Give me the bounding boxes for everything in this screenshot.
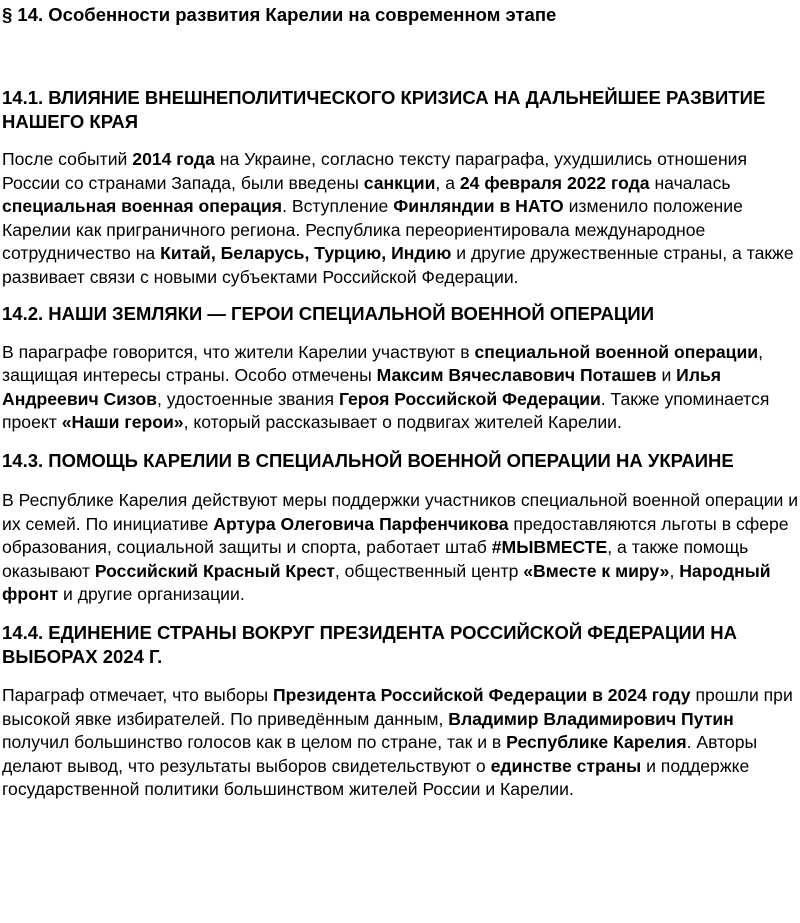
bold-term: Максим Вячеславович Поташев: [376, 365, 657, 386]
text-run: изменило положение Карелии как приграничного региона. Республика переориентировала международное сотрудничество на: [2, 196, 743, 264]
text-run: и: [656, 365, 677, 386]
bold-term: «Вместе к миру»: [523, 560, 670, 581]
text-run: , который рассказывает о подвигах жителей Карелии.: [183, 412, 622, 433]
text-run: , а также помощь оказывают: [2, 537, 749, 581]
bold-term: специальной военной операции: [474, 341, 759, 362]
bold-term: Президента Российской Федерации в 2024 году: [273, 684, 691, 705]
bold-term: 2014 года: [132, 149, 215, 169]
text-run: и другие дружественные страны, а также развивает связи с новыми субъектами Российской Федерации.: [2, 243, 794, 287]
text-run: После событий: [2, 149, 133, 169]
text-run: и поддержке государственной политики большинством жителей России и Карелии.: [2, 755, 750, 800]
section-paragraph: [2, 148, 800, 290]
section-14-4: [2, 621, 800, 802]
bold-term: единстве страны: [490, 755, 642, 776]
text-run: предоставляются льготы в сфере образования, социальной защиты и спорта, работает штаб: [2, 513, 789, 558]
bold-term: Финляндии в НАТО: [393, 196, 564, 217]
bold-term: Илья Андреевич Сизов: [2, 365, 722, 409]
section-14-2: [2, 302, 800, 435]
text-run: на Украине, согласно тексту параграфа, ухудшились отношения России со странами Запада, были введены: [2, 149, 748, 193]
text-run: , удостоенные звания: [156, 388, 339, 409]
section-heading: 14.4. ЕДИНЕНИЕ СТРАНЫ ВОКРУГ ПРЕЗИДЕНТА РОССИЙСКОЙ ФЕДЕРАЦИИ НА ВЫБОРАХ 2024 Г.: [2, 621, 737, 667]
text-run: ,: [669, 560, 680, 581]
text-run: , а: [435, 172, 460, 193]
bold-term: 24 февраля 2022 года: [459, 172, 650, 193]
section-heading: 14.3. ПОМОЩЬ КАРЕЛИИ В СПЕЦИАЛЬНОЙ ВОЕННОЙ ОПЕРАЦИИ НА УКРАИНЕ: [2, 449, 734, 471]
text-run: . Также упоминается проект: [2, 388, 770, 433]
bold-term: санкции: [363, 172, 436, 193]
section-14-3: [2, 449, 800, 607]
section-paragraph: [2, 489, 800, 607]
section-14-1: [2, 86, 800, 290]
section-paragraph: [2, 684, 800, 802]
text-run: . Авторы делают вывод, что результаты выборов свидетельствуют о: [2, 732, 758, 776]
text-run: , общественный центр: [334, 560, 524, 581]
text-run: Параграф отмечает, что выборы: [2, 684, 274, 705]
bold-term: #МЫВМЕСТЕ: [491, 537, 608, 558]
text-run: , защищая интересы страны. Особо отмечены: [2, 341, 764, 386]
section-heading: 14.1. ВЛИЯНИЕ ВНЕШНЕПОЛИТИЧЕСКОГО КРИЗИСА НА ДАЛЬНЕЙШЕЕ РАЗВИТИЕ НАШЕГО КРАЯ: [2, 87, 766, 132]
text-run: В Республике Карелия действуют меры поддержки участников специальной военной операции и их семей. По инициативе: [2, 489, 799, 534]
bold-term: Народный фронт: [2, 560, 771, 605]
bold-term: Республике Карелия: [506, 732, 687, 753]
title-spacer: [2, 28, 800, 86]
bold-term: Владимир Владимирович Путин: [448, 708, 734, 729]
bold-term: Китай, Беларусь, Турцию, Индию: [160, 243, 452, 264]
section-heading: 14.2. НАШИ ЗЕМЛЯКИ — ГЕРОИ СПЕЦИАЛЬНОЙ ВОЕННОЙ ОПЕРАЦИИ: [2, 302, 655, 324]
text-run: . Вступление: [282, 196, 394, 217]
page-title: § 14. Особенности развития Карелии на современном этапе: [2, 4, 557, 25]
bold-term: Героя Российской Федерации: [338, 388, 601, 409]
bold-term: Артура Олеговича Парфенчикова: [213, 513, 509, 534]
bold-term: «Наши герои»: [61, 412, 184, 433]
section-paragraph: [2, 341, 800, 435]
text-run: получил большинство голосов как в целом по стране, так и в: [2, 732, 507, 753]
bold-term: специальная военная операция: [2, 196, 283, 217]
text-run: В параграфе говорится, что жители Карелии участвуют в: [2, 341, 475, 362]
text-run: началась: [649, 172, 731, 193]
bold-term: Российский Красный Крест: [94, 560, 335, 581]
text-run: и другие организации.: [58, 584, 245, 605]
text-run: прошли при высокой явке избирателей. По приведённым данным,: [2, 684, 793, 729]
